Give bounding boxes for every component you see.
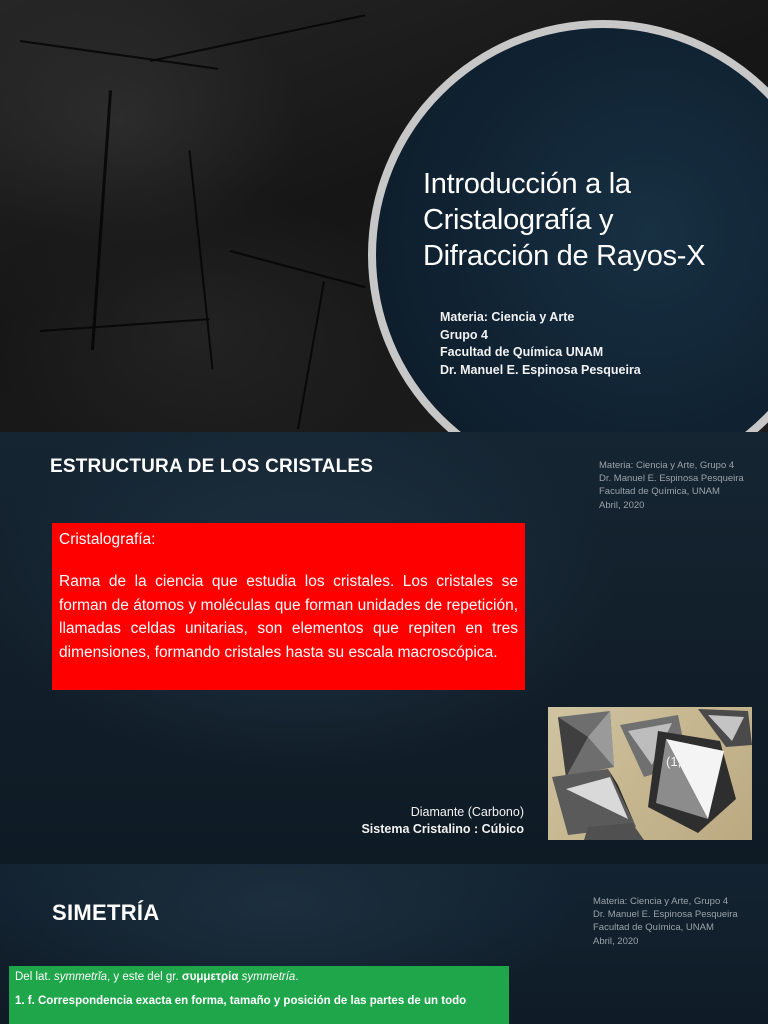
presentation-title — [423, 166, 753, 274]
caption-crystal-system: Sistema Cristalino : Cúbico — [361, 821, 524, 836]
crack-texture — [91, 90, 112, 350]
info-line: Dr. Manuel E. Espinosa Pesqueira — [599, 473, 744, 485]
miller-index-label: (1,1 1) — [666, 754, 704, 769]
title-line: Introducción a la — [423, 168, 631, 200]
symmetry-slide — [0, 864, 768, 1024]
greek-transliteration: symmetría — [241, 971, 296, 983]
info-line: Dr. Manuel E. Espinosa Pesqueira — [593, 909, 738, 921]
definition-text: Rama de la ciencia que estudia los cristales. Los cristales se forman de átomos y moléculas que forman unidades de repetición, llamadas celdas unitarias, son elementos que repiten en tres dimensiones, formando cristales hasta su escala macroscópica. — [59, 573, 518, 661]
greek-term: συμμετρία — [181, 971, 239, 983]
caption-mineral: Diamante (Carbono) — [410, 805, 524, 819]
crack-texture — [150, 14, 366, 62]
info-line: Facultad de Química, UNAM — [593, 922, 714, 934]
info-line: Abril, 2020 — [593, 935, 639, 947]
crack-texture — [40, 318, 210, 332]
crack-texture — [189, 150, 214, 369]
info-line: Materia: Ciencia y Arte, Grupo 4 — [593, 896, 729, 907]
slide-info-block — [593, 895, 738, 948]
slide-heading: ESTRUCTURA DE LOS CRISTALES — [50, 456, 374, 477]
course-professor: Dr. Manuel E. Espinosa Pesqueira — [440, 362, 641, 377]
crystal-structure-slide — [0, 432, 768, 864]
photo-caption — [361, 804, 524, 837]
title-line: Cristalografía y — [423, 204, 614, 236]
latin-term: symmetrĭa — [54, 971, 108, 983]
symmetry-definition-box — [9, 966, 509, 1024]
etymology-middle: , y este del gr. — [107, 971, 182, 983]
course-details — [440, 309, 641, 379]
info-line: Materia: Ciencia y Arte, Grupo 4 — [599, 460, 735, 471]
course-faculty: Facultad de Química UNAM — [440, 345, 604, 359]
course-group: Grupo 4 — [440, 327, 488, 342]
course-subject: Materia: Ciencia y Arte — [440, 310, 575, 324]
etymology-line — [15, 970, 503, 985]
etymology-end: . — [295, 971, 299, 983]
crack-texture — [20, 40, 218, 70]
info-line: Facultad de Química, UNAM — [599, 486, 720, 498]
slide-info-block — [599, 459, 744, 512]
slide-heading: SIMETRÍA — [52, 900, 160, 925]
definition-box — [52, 523, 525, 690]
etymology-prefix: Del lat. — [15, 971, 54, 983]
crack-texture — [230, 250, 366, 288]
definition-title: Cristalografía: — [59, 531, 156, 548]
title-slide — [0, 0, 768, 432]
crack-texture — [297, 281, 325, 429]
diamond-photo — [548, 707, 752, 840]
definition-line: 1. f. Correspondencia exacta en forma, tamaño y posición de las partes de un todo — [15, 995, 467, 1007]
info-line: Abril, 2020 — [599, 499, 645, 511]
diamond-crystals-illustration — [548, 707, 752, 840]
title-line: Difracción de Rayos-X — [423, 240, 706, 272]
